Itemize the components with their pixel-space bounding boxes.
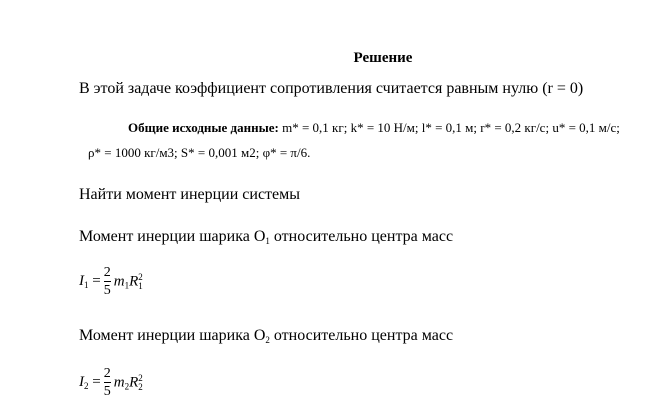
formula1-den: 5 (103, 283, 111, 298)
formula1-lhs: I (79, 273, 84, 289)
formula2-num: 2 (103, 366, 111, 381)
formula2-lhs-sub: 2 (84, 381, 89, 391)
moment-ball-1-before: Момент инерции шарика O (79, 228, 266, 245)
given-data-line-1 (128, 120, 620, 136)
given-data-values-1: m* = 0,1 кг; k* = 10 Н/м; l* = 0,1 м; r* = 0,2 кг/с; u* = 0,1 м/с; (278, 120, 620, 135)
formula1-m-sub: 1 (124, 279, 130, 290)
moment-ball-2-text (79, 327, 453, 345)
moment-ball-2-before: Момент инерции шарика O (79, 327, 266, 344)
moment-ball-1-sub: 1 (265, 236, 270, 246)
moment-ball-1-text (79, 228, 453, 246)
formula2-r: R (129, 373, 139, 390)
intro-text: В этой задаче коэффициент сопротивления считается равным нулю (r = 0) (79, 80, 584, 97)
formula2-m: m (113, 373, 125, 390)
formula1-r-sup: 2 (138, 271, 143, 282)
find-statement: Найти момент инерции системы (79, 186, 301, 203)
formula1-eq: = (88, 273, 101, 289)
solution-heading: Решение (353, 50, 413, 66)
formula2-r-sub: 2 (138, 381, 143, 392)
formula2-lhs: I (79, 374, 84, 390)
moment-ball-2-after: относительно центра масс (269, 327, 454, 344)
formula2-r-sup: 2 (138, 372, 143, 383)
formula1-num: 2 (103, 265, 111, 280)
formula1-lhs-sub: 1 (84, 280, 89, 290)
moment-ball-2-sub: 2 (265, 335, 270, 345)
formula1-fraction (104, 265, 111, 298)
formula2-eq: = (88, 374, 101, 390)
formula1-m: m (113, 272, 125, 289)
formula-inertia-1 (79, 265, 143, 298)
formula2-den: 5 (103, 384, 111, 399)
formula1-r: R (129, 272, 139, 289)
given-data-line-2: ρ* = 1000 кг/м3; S* = 0,001 м2; φ* = π/6. (88, 145, 311, 160)
formula1-r-sub: 1 (138, 280, 143, 291)
moment-ball-1-after: относительно центра масс (269, 228, 454, 245)
formula-inertia-2 (79, 366, 143, 399)
given-data-label: Общие исходные данные: (128, 120, 279, 135)
formula2-fraction (104, 366, 111, 399)
formula2-m-sub: 2 (124, 380, 130, 391)
